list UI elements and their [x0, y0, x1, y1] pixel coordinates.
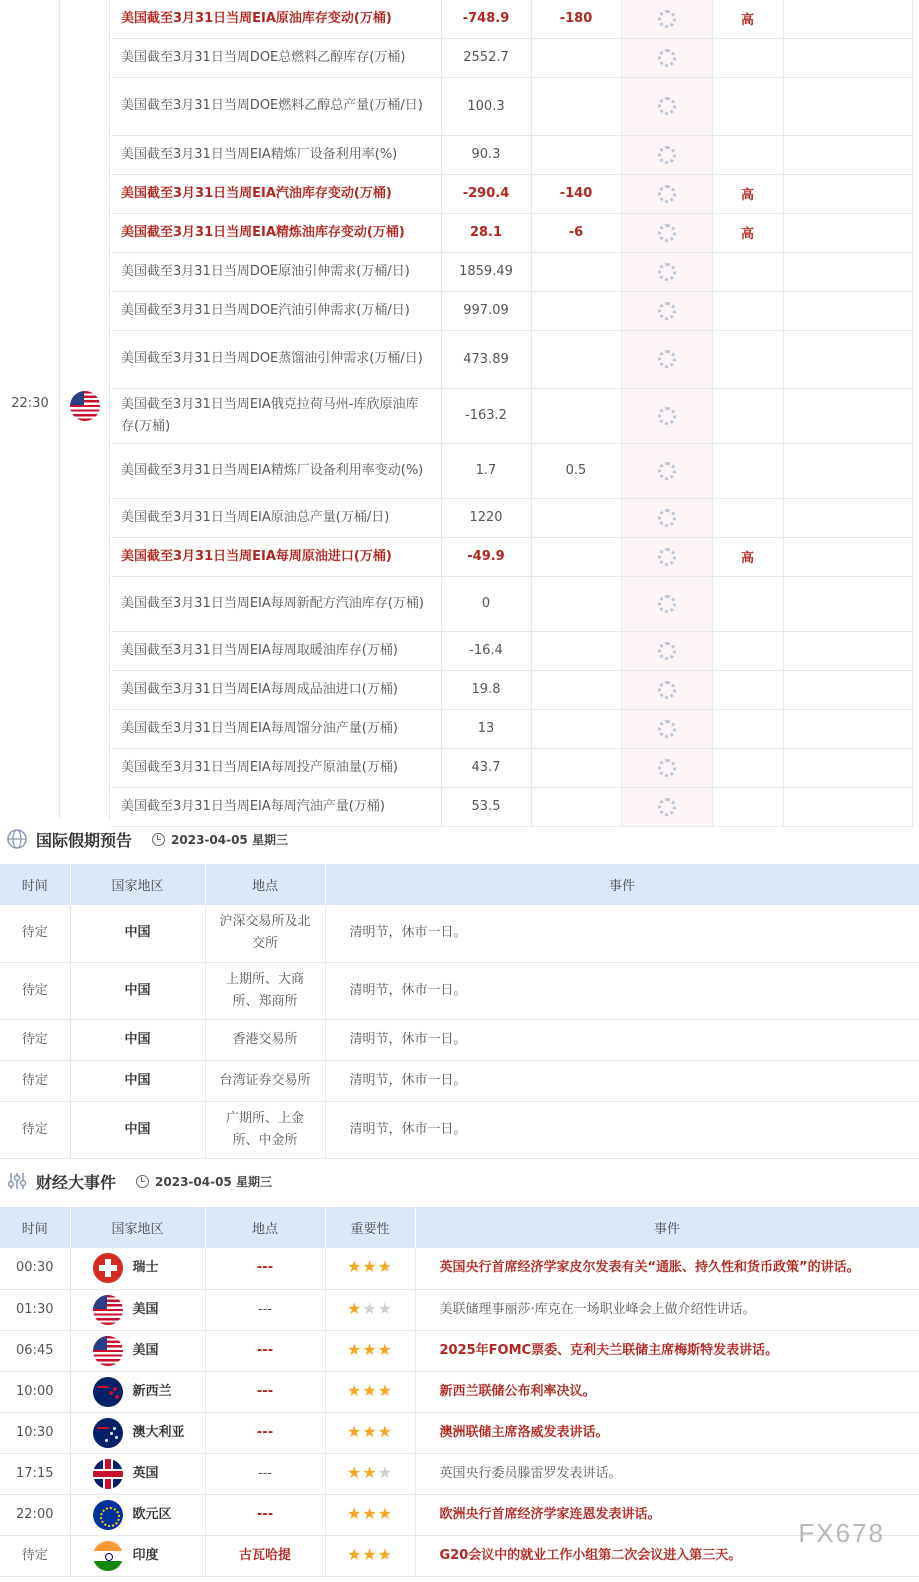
- holiday-event: 清明节，休市一日。: [325, 1019, 919, 1060]
- indicator-row[interactable]: [111, 174, 912, 213]
- event-time: 00:30: [0, 1248, 70, 1289]
- holiday-event: 清明节，休市一日。: [325, 1060, 919, 1101]
- indicator-importance: [712, 443, 783, 498]
- indicator-importance: [712, 77, 783, 135]
- clock-icon: [136, 1175, 149, 1188]
- loading-spinner-icon: [658, 49, 676, 67]
- star-icon: ★: [346, 1421, 363, 1441]
- event-location: ---: [205, 1453, 325, 1494]
- watermark: FX678: [798, 1518, 885, 1548]
- indicator-actual: 1220: [441, 498, 531, 537]
- star-icon: ★: [377, 1380, 394, 1400]
- new-zealand-flag-icon: [93, 1377, 123, 1407]
- header-time: 时间: [0, 864, 70, 905]
- indicator-extra: [783, 748, 912, 787]
- star-icon: ★: [362, 1462, 378, 1482]
- indicator-forecast: [531, 291, 621, 330]
- event-time: 17:15: [0, 1453, 70, 1494]
- indicator-forecast: [531, 388, 621, 443]
- event-row[interactable]: [0, 1248, 919, 1289]
- event-country-name: 美国: [132, 1301, 159, 1317]
- event-location: 古瓦哈提: [205, 1535, 325, 1576]
- pending-cell: [621, 709, 712, 748]
- indicator-name: 美国截至3月31日当周DOE燃料乙醇总产量(万桶/日): [111, 77, 441, 135]
- indicator-actual: 13: [441, 709, 531, 748]
- event-importance: [325, 1453, 415, 1494]
- event-location: ---: [205, 1371, 325, 1412]
- australia-flag-icon: [93, 1418, 123, 1448]
- loading-spinner-icon: [658, 224, 676, 242]
- loading-spinner-icon: [658, 185, 676, 203]
- us-flag-icon: [70, 391, 100, 425]
- indicator-name: 美国截至3月31日当周EIA原油库存变动(万桶): [111, 0, 441, 38]
- event-row[interactable]: [0, 1371, 919, 1412]
- holiday-location: 广期所、上金所、中金所: [205, 1101, 325, 1158]
- indicator-name: 美国截至3月31日当周EIA每周取暖油库存(万桶): [111, 631, 441, 670]
- events-section-title: 财经大事件: [36, 1174, 117, 1192]
- event-location: ---: [205, 1248, 325, 1289]
- indicator-importance: 高: [712, 0, 783, 38]
- event-country: [70, 1330, 205, 1371]
- indicator-extra: [783, 174, 912, 213]
- loading-spinner-icon: [658, 462, 676, 480]
- events-table-header: [0, 1207, 919, 1248]
- indicator-row[interactable]: [111, 213, 912, 252]
- indicator-name: 美国截至3月31日当周EIA每周投产原油量(万桶): [111, 748, 441, 787]
- event-row[interactable]: [0, 1453, 919, 1494]
- pending-cell: [621, 748, 712, 787]
- indicator-extra: [783, 38, 912, 77]
- event-time: 01:30: [0, 1289, 70, 1330]
- indicator-row[interactable]: [111, 38, 912, 77]
- pending-cell: [621, 498, 712, 537]
- event-description: 新西兰联储公布利率决议。: [415, 1371, 919, 1412]
- event-country: [70, 1494, 205, 1535]
- star-icon: ★: [377, 1544, 394, 1564]
- clock-icon: [152, 833, 165, 846]
- indicator-forecast: [531, 709, 621, 748]
- holiday-section-title: 国际假期预告: [36, 832, 133, 850]
- pending-cell: [621, 330, 712, 388]
- indicator-name: 美国截至3月31日当周EIA每周原油进口(万桶): [111, 537, 441, 576]
- star-icon: ★: [346, 1339, 363, 1359]
- indicator-extra: [783, 213, 912, 252]
- indicator-row[interactable]: [111, 135, 912, 174]
- indicator-row[interactable]: [111, 748, 912, 787]
- star-icon: ★: [377, 1298, 394, 1318]
- star-icon: ★: [377, 1339, 394, 1359]
- star-icon: ★: [346, 1257, 363, 1277]
- holiday-country: 中国: [70, 1101, 205, 1158]
- indicator-name: 美国截至3月31日当周EIA每周汽油产量(万桶): [111, 787, 441, 826]
- pending-cell: [621, 443, 712, 498]
- globe-icon: [6, 828, 28, 850]
- star-icon: ★: [362, 1503, 378, 1523]
- indicator-name: 美国截至3月31日当周EIA每周馏分油产量(万桶): [111, 709, 441, 748]
- indicator-actual: -163.2: [441, 388, 531, 443]
- indicator-row[interactable]: [111, 443, 912, 498]
- indicator-importance: 高: [712, 537, 783, 576]
- event-row[interactable]: [0, 1412, 919, 1453]
- indicator-name: 美国截至3月31日当周DOE汽油引伸需求(万桶/日): [111, 291, 441, 330]
- holiday-time: 待定: [0, 1060, 70, 1101]
- event-country: [70, 1412, 205, 1453]
- star-icon: ★: [346, 1503, 363, 1523]
- indicator-extra: [783, 77, 912, 135]
- indicator-forecast: -6: [531, 213, 621, 252]
- indicator-name: 美国截至3月31日当周EIA精炼油库存变动(万桶): [111, 213, 441, 252]
- indicator-importance: 高: [712, 174, 783, 213]
- indicator-extra: [783, 537, 912, 576]
- header-event: 事件: [415, 1207, 919, 1248]
- indicator-forecast: [531, 748, 621, 787]
- pending-cell: [621, 135, 712, 174]
- pending-cell: [621, 631, 712, 670]
- loading-spinner-icon: [658, 798, 676, 816]
- indicator-actual: -290.4: [441, 174, 531, 213]
- switzerland-flag-icon: [93, 1253, 123, 1283]
- loading-spinner-icon: [658, 350, 676, 368]
- header-location: 地点: [205, 1207, 325, 1248]
- holiday-country: 中国: [70, 1019, 205, 1060]
- holiday-country: 中国: [70, 1060, 205, 1101]
- indicator-importance: [712, 135, 783, 174]
- indicator-actual: 28.1: [441, 213, 531, 252]
- indicator-row[interactable]: [111, 77, 912, 135]
- event-importance: [325, 1535, 415, 1576]
- indicator-extra: [783, 0, 912, 38]
- star-icon: ★: [346, 1380, 363, 1400]
- indicator-extra: [783, 709, 912, 748]
- indicator-importance: [712, 576, 783, 631]
- indicator-row[interactable]: [111, 252, 912, 291]
- holiday-section-header: [0, 819, 919, 859]
- indicator-forecast: 0.5: [531, 443, 621, 498]
- indicator-row[interactable]: [111, 709, 912, 748]
- event-row[interactable]: [0, 1330, 919, 1371]
- eu-flag-icon: [93, 1500, 123, 1530]
- indicator-forecast: [531, 252, 621, 291]
- indicator-actual: -49.9: [441, 537, 531, 576]
- header-importance: 重要性: [325, 1207, 415, 1248]
- indicator-actual: 53.5: [441, 787, 531, 826]
- indicator-importance: [712, 709, 783, 748]
- header-country: 国家地区: [70, 864, 205, 905]
- event-description: G20会议中的就业工作小组第二次会议进入第三天。: [415, 1535, 919, 1576]
- event-country: [70, 1289, 205, 1330]
- event-description: 2025年FOMC票委、克利夫兰联储主席梅斯特发表讲话。: [415, 1330, 919, 1371]
- pending-cell: [621, 291, 712, 330]
- indicator-actual: 90.3: [441, 135, 531, 174]
- indicator-extra: [783, 576, 912, 631]
- indicator-row[interactable]: [111, 330, 912, 388]
- holiday-country: 中国: [70, 962, 205, 1019]
- indicator-actual: 2552.7: [441, 38, 531, 77]
- event-country-name: 欧元区: [132, 1506, 172, 1522]
- event-row[interactable]: [0, 1289, 919, 1330]
- india-flag-icon: [93, 1541, 123, 1571]
- indicator-actual: 19.8: [441, 670, 531, 709]
- indicator-forecast: -140: [531, 174, 621, 213]
- indicator-row[interactable]: [111, 291, 912, 330]
- indicator-name: 美国截至3月31日当周EIA汽油库存变动(万桶): [111, 174, 441, 213]
- holiday-row: [0, 962, 919, 1019]
- holiday-row: [0, 1060, 919, 1101]
- event-country-name: 瑞士: [132, 1260, 159, 1276]
- event-description: 英国央行首席经济学家皮尔发表有关“通胀、持久性和货币政策”的讲话。: [415, 1248, 919, 1289]
- event-description: 澳洲联储主席洛威发表讲话。: [415, 1412, 919, 1453]
- release-time: 22:30: [11, 396, 49, 411]
- events-table: [0, 1207, 919, 1577]
- holiday-time: 待定: [0, 905, 70, 962]
- event-location: ---: [205, 1289, 325, 1330]
- holiday-location: 香港交易所: [205, 1019, 325, 1060]
- indicator-extra: [783, 252, 912, 291]
- indicator-importance: 高: [712, 213, 783, 252]
- indicator-forecast: -180: [531, 0, 621, 38]
- holiday-row: [0, 1019, 919, 1060]
- indicator-importance: [712, 631, 783, 670]
- star-icon: ★: [362, 1257, 378, 1277]
- holiday-table: [0, 864, 919, 1159]
- star-icon: ★: [377, 1462, 394, 1482]
- event-importance: [325, 1494, 415, 1535]
- indicator-actual: -748.9: [441, 0, 531, 38]
- indicator-row[interactable]: [111, 670, 912, 709]
- indicator-row[interactable]: [111, 388, 912, 443]
- event-country-name: 印度: [132, 1547, 159, 1563]
- header-event: 事件: [325, 864, 919, 905]
- holiday-event: 清明节，休市一日。: [325, 1101, 919, 1158]
- event-description: 欧洲央行首席经济学家连恩发表讲话。: [415, 1494, 919, 1535]
- pending-cell: [621, 174, 712, 213]
- event-time: 22:00: [0, 1494, 70, 1535]
- loading-spinner-icon: [658, 759, 676, 777]
- indicator-importance: [712, 38, 783, 77]
- holiday-location: 上期所、大商所、郑商所: [205, 962, 325, 1019]
- indicator-importance: [712, 330, 783, 388]
- us-flag-icon: [93, 1295, 123, 1325]
- loading-spinner-icon: [658, 509, 676, 527]
- indicator-actual: -16.4: [441, 631, 531, 670]
- holiday-section-date: 2023-04-05 星期三: [171, 832, 288, 847]
- pending-cell: [621, 38, 712, 77]
- holiday-row: [0, 1101, 919, 1158]
- star-icon: ★: [362, 1298, 378, 1318]
- indicator-importance: [712, 252, 783, 291]
- event-country-name: 新西兰: [132, 1383, 172, 1399]
- indicator-extra: [783, 291, 912, 330]
- indicator-name: 美国截至3月31日当周EIA精炼厂设备利用率变动(%): [111, 443, 441, 498]
- us-flag-icon: [93, 1336, 123, 1366]
- pending-cell: [621, 670, 712, 709]
- loading-spinner-icon: [658, 97, 676, 115]
- event-row[interactable]: [0, 1494, 919, 1535]
- indicator-actual: 1.7: [441, 443, 531, 498]
- indicator-importance: [712, 748, 783, 787]
- indicator-extra: [783, 498, 912, 537]
- indicator-actual: 100.3: [441, 77, 531, 135]
- indicator-forecast: [531, 77, 621, 135]
- indicator-actual: 0: [441, 576, 531, 631]
- indicator-extra: [783, 670, 912, 709]
- indicator-row[interactable]: [111, 537, 912, 576]
- indicator-row[interactable]: [111, 631, 912, 670]
- indicator-name: 美国截至3月31日当周EIA精炼厂设备利用率(%): [111, 135, 441, 174]
- event-row[interactable]: [0, 1535, 919, 1576]
- event-location: ---: [205, 1412, 325, 1453]
- loading-spinner-icon: [658, 263, 676, 281]
- event-importance: [325, 1412, 415, 1453]
- event-time: 10:30: [0, 1412, 70, 1453]
- loading-spinner-icon: [658, 720, 676, 738]
- holiday-time: 待定: [0, 1101, 70, 1158]
- loading-spinner-icon: [658, 10, 676, 28]
- indicator-forecast: [531, 498, 621, 537]
- indicator-forecast: [531, 330, 621, 388]
- holiday-row: [0, 905, 919, 962]
- holiday-event: 清明节，休市一日。: [325, 962, 919, 1019]
- indicator-name: 美国截至3月31日当周EIA俄克拉荷马州-库欣原油库存(万桶): [111, 388, 441, 443]
- events-section-date: 2023-04-05 星期三: [155, 1174, 272, 1189]
- indicator-forecast: [531, 631, 621, 670]
- indicator-importance: [712, 498, 783, 537]
- holiday-time: 待定: [0, 962, 70, 1019]
- pending-cell: [621, 576, 712, 631]
- loading-spinner-icon: [658, 407, 676, 425]
- holiday-location: 台湾证券交易所: [205, 1060, 325, 1101]
- star-icon: ★: [377, 1257, 394, 1277]
- indicator-forecast: [531, 576, 621, 631]
- holiday-event: 清明节，休市一日。: [325, 905, 919, 962]
- indicator-actual: 997.09: [441, 291, 531, 330]
- indicator-extra: [783, 330, 912, 388]
- indicator-row[interactable]: [111, 576, 912, 631]
- pending-cell: [621, 388, 712, 443]
- star-icon: ★: [362, 1339, 378, 1359]
- event-importance: [325, 1289, 415, 1330]
- indicator-row[interactable]: [111, 0, 912, 38]
- indicator-name: 美国截至3月31日当周DOE原油引伸需求(万桶/日): [111, 252, 441, 291]
- event-description: 美联储理事丽莎·库克在一场职业峰会上做介绍性讲话。: [415, 1289, 919, 1330]
- star-icon: ★: [346, 1298, 363, 1318]
- event-description: 英国央行委员滕雷罗发表讲话。: [415, 1453, 919, 1494]
- loading-spinner-icon: [658, 548, 676, 566]
- loading-spinner-icon: [658, 642, 676, 660]
- event-country: [70, 1535, 205, 1576]
- indicator-extra: [783, 388, 912, 443]
- uk-flag-icon: [93, 1459, 123, 1489]
- event-importance: [325, 1330, 415, 1371]
- star-icon: ★: [377, 1421, 394, 1441]
- star-icon: ★: [362, 1544, 378, 1564]
- holiday-country: 中国: [70, 905, 205, 962]
- events-section-header: [0, 1161, 919, 1201]
- event-time: 06:45: [0, 1330, 70, 1371]
- event-country: [70, 1248, 205, 1289]
- loading-spinner-icon: [658, 681, 676, 699]
- event-country: [70, 1371, 205, 1412]
- event-country-name: 英国: [132, 1465, 159, 1481]
- indicator-actual: 1859.49: [441, 252, 531, 291]
- indicator-actual: 473.89: [441, 330, 531, 388]
- indicator-importance: [712, 291, 783, 330]
- holiday-table-header: [0, 864, 919, 905]
- sliders-icon: [6, 1170, 28, 1192]
- indicator-forecast: [531, 537, 621, 576]
- star-icon: ★: [362, 1380, 378, 1400]
- event-location: ---: [205, 1330, 325, 1371]
- loading-spinner-icon: [658, 302, 676, 320]
- indicator-importance: [712, 388, 783, 443]
- event-time: 待定: [0, 1535, 70, 1576]
- event-country: [70, 1453, 205, 1494]
- event-time: 10:00: [0, 1371, 70, 1412]
- event-importance: [325, 1371, 415, 1412]
- indicator-name: 美国截至3月31日当周EIA原油总产量(万桶/日): [111, 498, 441, 537]
- indicator-name: 美国截至3月31日当周EIA每周新配方汽油库存(万桶): [111, 576, 441, 631]
- indicator-actual: 43.7: [441, 748, 531, 787]
- pending-cell: [621, 252, 712, 291]
- indicator-name: 美国截至3月31日当周DOE蒸馏油引伸需求(万桶/日): [111, 330, 441, 388]
- star-icon: ★: [346, 1462, 363, 1482]
- indicator-forecast: [531, 38, 621, 77]
- indicator-name: 美国截至3月31日当周EIA每周成品油进口(万桶): [111, 670, 441, 709]
- pending-cell: [621, 77, 712, 135]
- event-location: ---: [205, 1494, 325, 1535]
- header-time: 时间: [0, 1207, 70, 1248]
- holiday-location: 沪深交易所及北交所: [205, 905, 325, 962]
- pending-cell: [621, 0, 712, 38]
- indicator-extra: [783, 631, 912, 670]
- star-icon: ★: [362, 1421, 378, 1441]
- star-icon: ★: [377, 1503, 394, 1523]
- star-icon: ★: [346, 1544, 363, 1564]
- loading-spinner-icon: [658, 595, 676, 613]
- event-country-name: 美国: [132, 1342, 159, 1358]
- indicator-row[interactable]: [111, 498, 912, 537]
- header-location: 地点: [205, 864, 325, 905]
- economic-indicators-table: [111, 0, 913, 827]
- pending-cell: [621, 213, 712, 252]
- indicator-forecast: [531, 670, 621, 709]
- header-country: 国家地区: [70, 1207, 205, 1248]
- indicator-extra: [783, 443, 912, 498]
- holiday-time: 待定: [0, 1019, 70, 1060]
- loading-spinner-icon: [658, 146, 676, 164]
- indicator-name: 美国截至3月31日当周DOE总燃料乙醇库存(万桶): [111, 38, 441, 77]
- indicator-extra: [783, 135, 912, 174]
- indicator-forecast: [531, 135, 621, 174]
- pending-cell: [621, 537, 712, 576]
- event-country-name: 澳大利亚: [132, 1424, 185, 1440]
- indicator-importance: [712, 670, 783, 709]
- event-importance: [325, 1248, 415, 1289]
